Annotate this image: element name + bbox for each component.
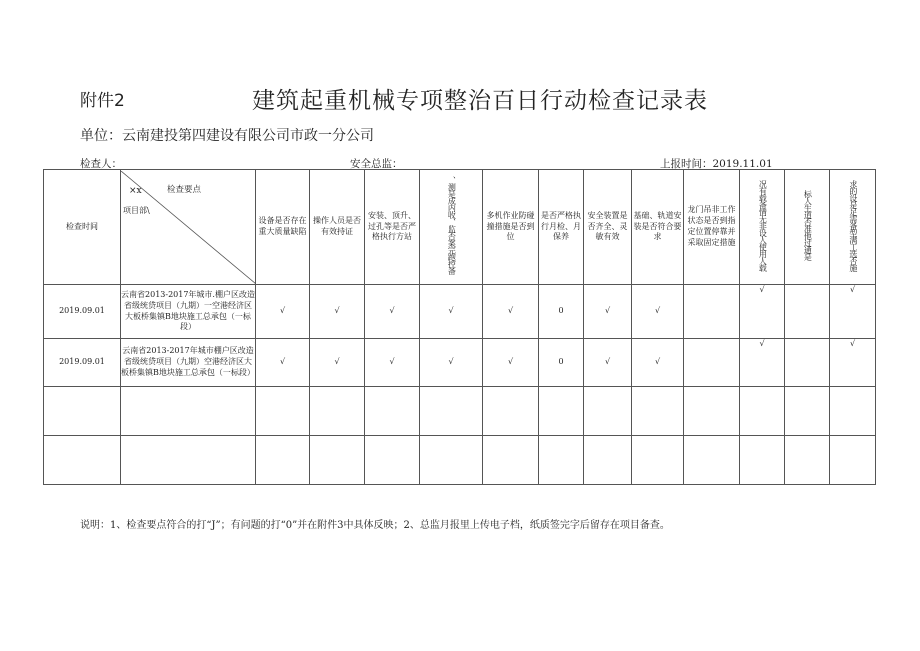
criterion-header-text: 标人生道否准他过通是: [803, 190, 813, 261]
footnote: 说明：1、检查要点符合的打“J”；有问题的打“0”并在附件3中具体反映；2、总监月报里上传电子档，纸质签完字后留存在项目备查。: [80, 520, 670, 531]
row-mark: √: [365, 285, 420, 339]
row-mark: √: [740, 339, 785, 387]
row-mark: √: [483, 339, 539, 387]
criterion-header: [420, 170, 483, 285]
row-mark: [684, 339, 740, 387]
empty-row: [44, 436, 876, 485]
report-time-label: 上报时间：: [660, 158, 713, 170]
col-inspection-time: 检查时间: [44, 170, 121, 285]
row-mark: √: [584, 285, 632, 339]
row-mark: [785, 285, 830, 339]
safety-director-label: 安全总监：: [350, 158, 403, 170]
criterion-header-text: 况有载备情无非设人使用人载: [758, 179, 768, 271]
criterion-header: 基础、轨道安装是否符合要求: [632, 170, 684, 285]
row-mark: 0: [539, 285, 584, 339]
diagonal-label-left: 项目部\: [123, 205, 150, 215]
table-row: [44, 339, 876, 387]
row-mark: √: [256, 339, 310, 387]
criterion-header: 是否严格执行月检、月保养: [539, 170, 584, 285]
row-mark: 0: [539, 339, 584, 387]
inspection-table: [43, 169, 876, 485]
report-time-value: 2019.11.01: [712, 158, 773, 170]
criterion-header: 龙门吊非工作状态是否到指定位置停靠并采取固定措施: [684, 170, 740, 285]
diagonal-label-top: 检查要点: [167, 184, 202, 195]
row-mark: √: [365, 339, 420, 387]
row-mark: [684, 285, 740, 339]
attachment-label: 附件2: [80, 91, 125, 111]
inspector-label: 检查人：: [80, 158, 122, 170]
row-mark: √: [632, 285, 684, 339]
row-mark: √: [830, 339, 876, 387]
row-mark: √: [310, 285, 365, 339]
row-date: 2019.09.01: [44, 285, 121, 339]
row-mark: √: [420, 285, 483, 339]
header-row: [44, 170, 876, 285]
table-row: [44, 285, 876, 339]
criterion-header: 操作人员是否有效持证: [310, 170, 365, 285]
row-mark: √: [584, 339, 632, 387]
row-project: 云南省2013-2017年城市棚户区改造省级统贷项目（九期）空港经济区大板桥集镇B地块施工总承包（一标段）: [121, 339, 256, 387]
empty-row: [44, 387, 876, 436]
row-mark: √: [310, 339, 365, 387]
row-mark: √: [420, 339, 483, 387]
diagonal-marker: ×x: [129, 185, 142, 196]
criterion-header: 多机作业防碰撞措施是否到位: [483, 170, 539, 285]
row-mark: √: [830, 285, 876, 339]
unit-value: 云南建投第四建设有限公司市政一分公司: [122, 128, 374, 144]
row-mark: √: [740, 285, 785, 339]
row-project: 云南省2013-2017年城市.棚户区改造省级统贷项目（九期）一空港经济区大板桥集镇B地块施工总承包（一标段）: [121, 285, 256, 339]
criterion-header-text: 、测是成内收、监否案完跑控备: [447, 176, 457, 275]
criterion-header-text: 求的设是足需备型满工选否施: [848, 179, 858, 271]
row-mark: √: [483, 285, 539, 339]
unit-line: [80, 125, 374, 145]
row-mark: √: [256, 285, 310, 339]
row-mark: √: [632, 339, 684, 387]
criterion-header: [785, 170, 830, 285]
criterion-header: 设备是否存在重大质量缺陷: [256, 170, 310, 285]
criterion-header: 安全装置是否齐全、灵敏有效: [584, 170, 632, 285]
diagonal-header-cell: [121, 170, 256, 285]
page-title: 建筑起重机械专项整治百日行动检查记录表: [252, 88, 708, 114]
row-mark: [785, 339, 830, 387]
unit-label: 单位：: [80, 128, 122, 144]
criterion-header: [740, 170, 785, 285]
criterion-header: 安装、顶升、过孔等是否严格执行方站: [365, 170, 420, 285]
criterion-header: [830, 170, 876, 285]
row-date: 2019.09.01: [44, 339, 121, 387]
